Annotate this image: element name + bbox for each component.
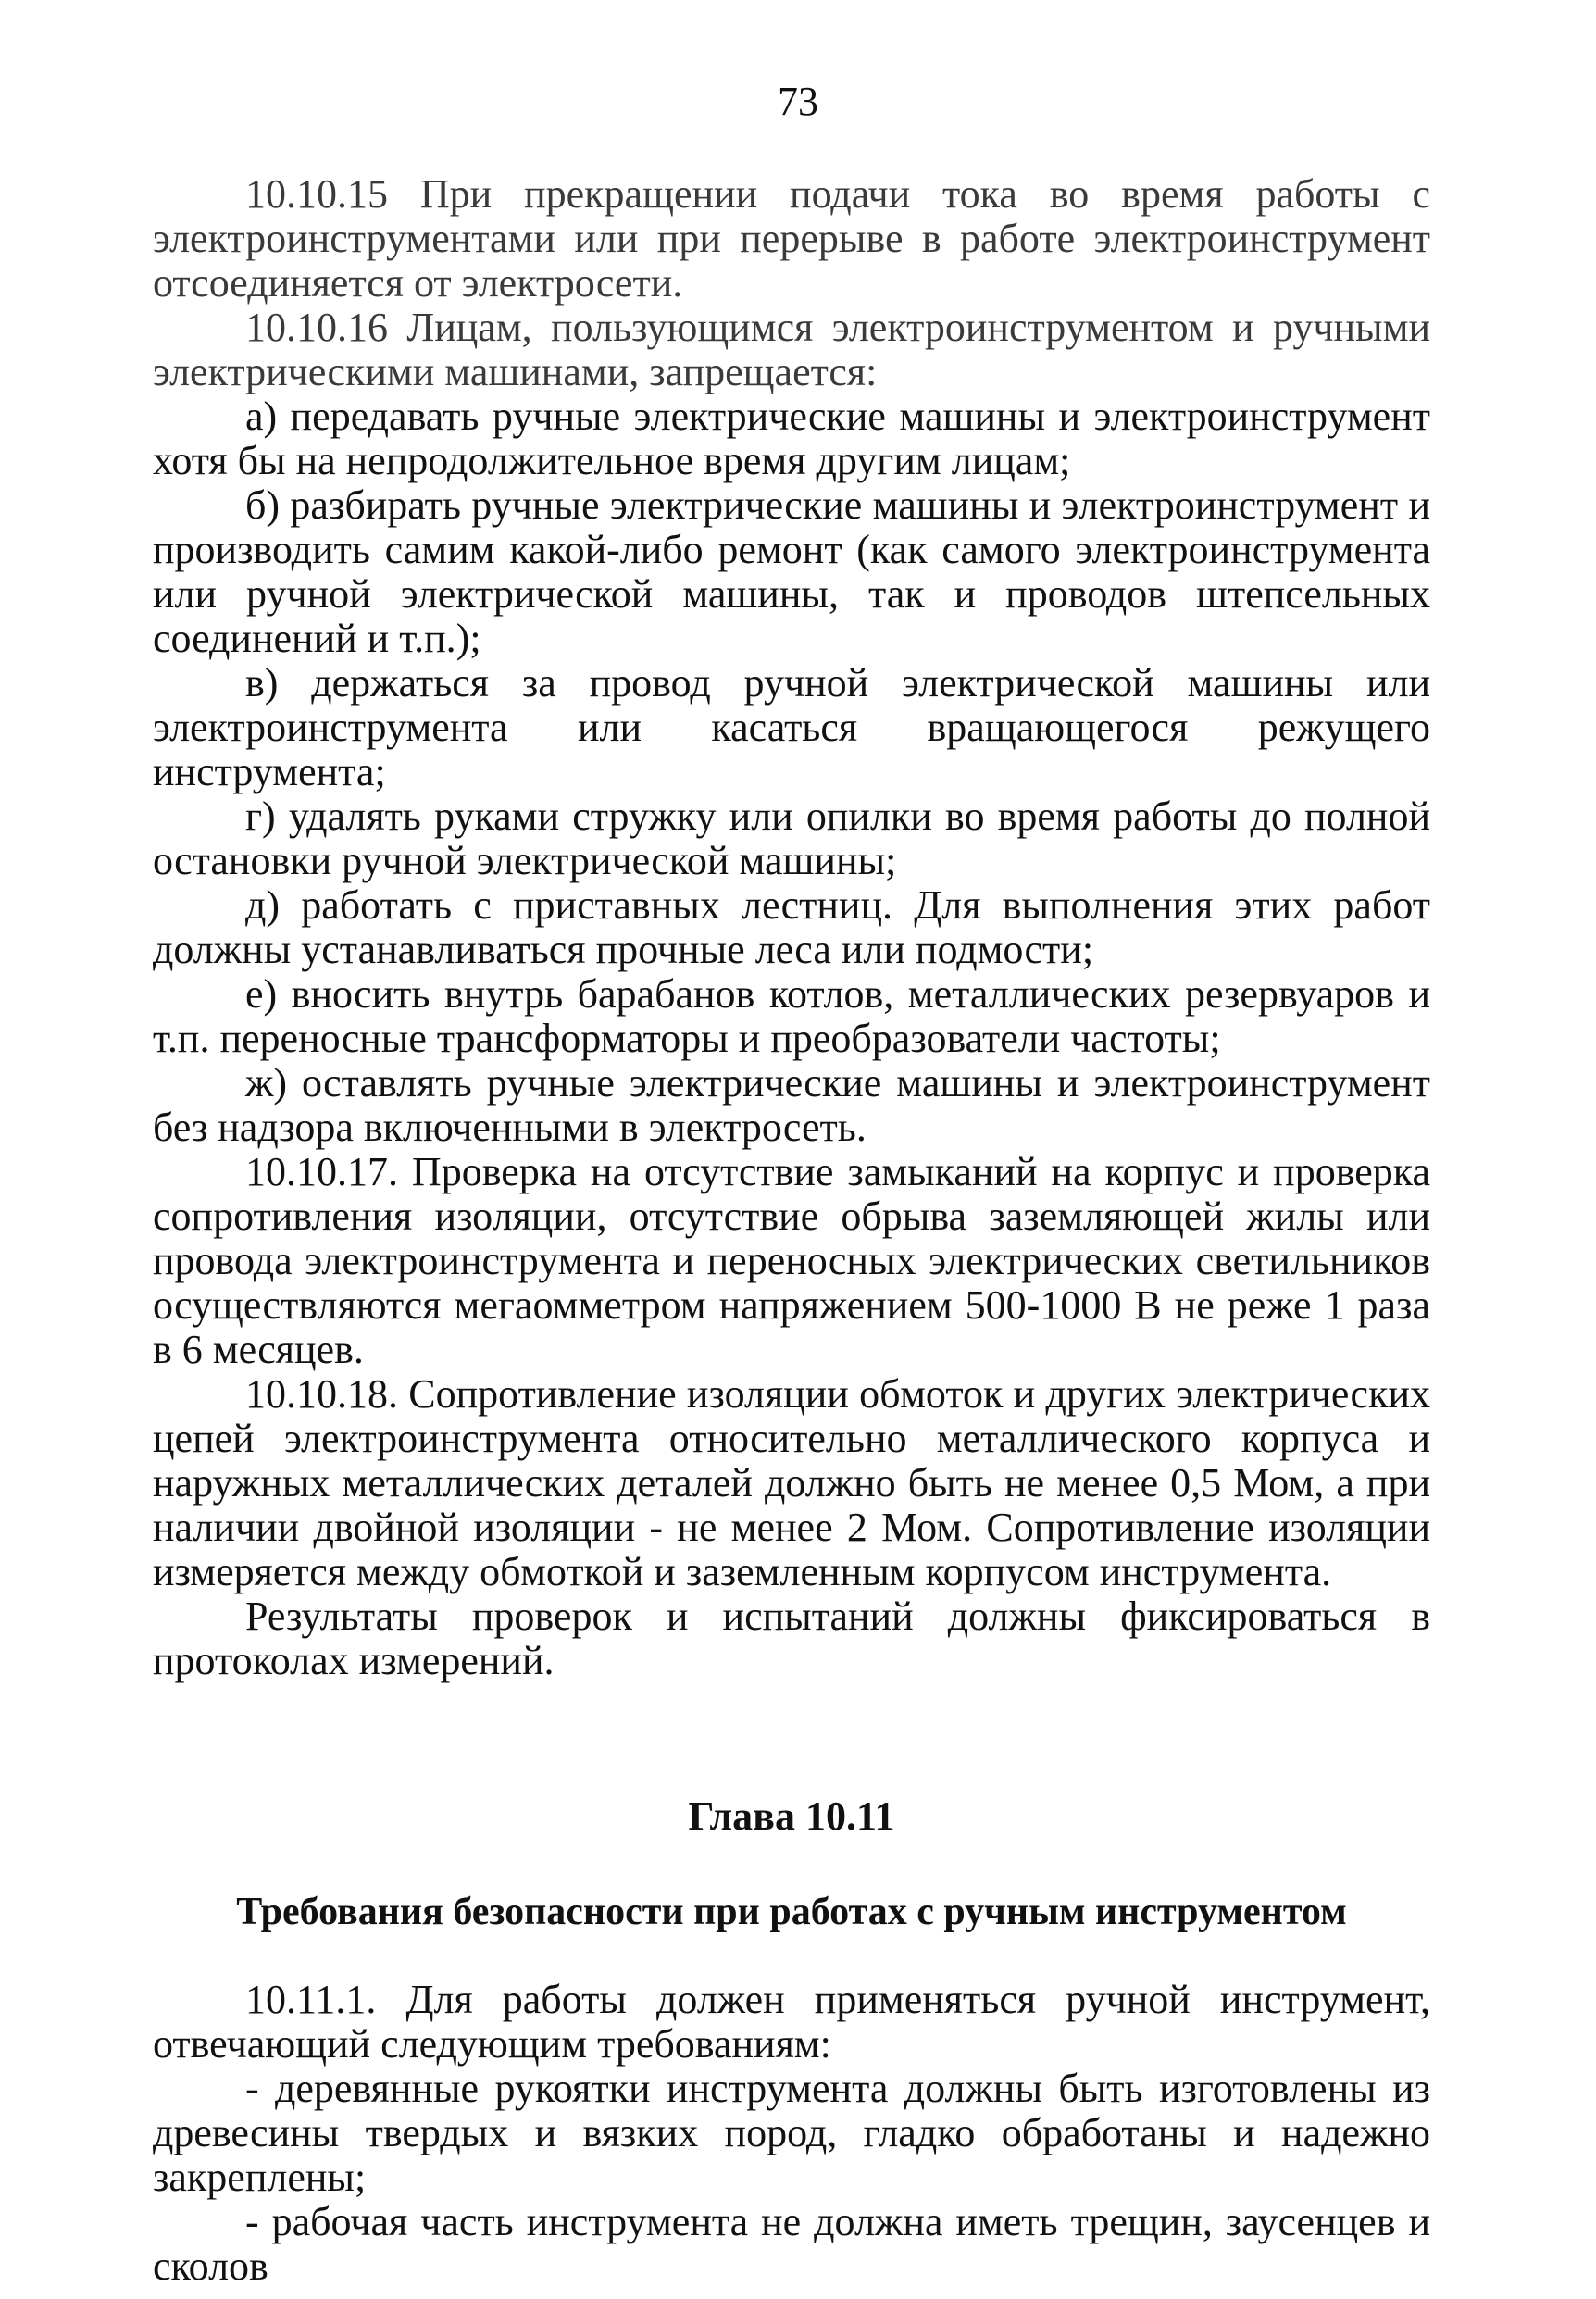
document-body xyxy=(153,172,1430,2289)
chapter-heading: Глава 10.11 xyxy=(688,1793,895,1839)
paragraph-10-10-18: 10.10.18. Сопротивление изоляции обмоток и других электрических цепей электроинструмента относительно металлического корпуса и наружных металлических деталей должно быть не менее 0,5 Мом, а при наличии двойной изоляции - не менее 2 Мом. Сопротивление изоляции измеряется между обмоткой и заземленным корпусом инструмента. xyxy=(153,1371,1430,1594)
page-number: 73 xyxy=(778,79,818,124)
paragraph-10-10-17: 10.10.17. Проверка на отсутствие замыканий на корпус и проверка сопротивления изоляции, отсутствие обрыва заземляющей жилы или провода электроинструмента и переносных электрических светильников осуществляются мегаомметром напряжением 500-1000 В не реже 1 раза в 6 месяцев. xyxy=(153,1149,1430,1372)
list-item-b: б) разбирать ручные электрические машины и электроинструмент и производить самим какой-либо ремонт (как самого электроинструмента или ручной электрической машины, так и проводов штепсельных соединений и т.п.); xyxy=(153,482,1430,661)
list-item-a: а) передавать ручные электрические машины и электроинструмент хотя бы на непродолжительное время другим лицам; xyxy=(153,394,1430,483)
list-item-zh: ж) оставлять ручные электрические машины и электроинструмент без надзора включенными в электросеть. xyxy=(153,1060,1430,1150)
list-item-d: д) работать с приставных лестниц. Для выполнения этих работ должны устанавливаться прочные леса или подмости; xyxy=(153,882,1430,972)
list-item-v: в) держаться за провод ручной электрической машины или электроинструмента или касаться вращающегося режущего инструмента; xyxy=(153,660,1430,794)
list-item-g: г) удалять руками стружку или опилки во время работы до полной остановки ручной электрической машины; xyxy=(153,793,1430,883)
list-item-working-part: - рабочая часть инструмента не должна иметь трещин, заусенцев и сколов xyxy=(153,2199,1430,2289)
list-item-handles: - деревянные рукоятки инструмента должны быть изготовлены из древесины твердых и вязких пород, гладко обработаны и надежно закреплены; xyxy=(153,2066,1430,2200)
paragraph-10-10-16: 10.10.16 Лицам, пользующимся электроинструментом и ручными электрическими машинами, запрещается: xyxy=(153,305,1430,394)
chapter-title: Требования безопасности при работах с ручным инструментом xyxy=(236,1891,1347,1933)
paragraph-results: Результаты проверок и испытаний должны фиксироваться в протоколах измерений. xyxy=(153,1593,1430,1683)
paragraph-10-11-1: 10.11.1. Для работы должен применяться ручной инструмент, отвечающий следующим требованиям: xyxy=(153,1977,1430,2067)
list-item-e: е) вносить внутрь барабанов котлов, металлических резервуаров и т.п. переносные трансформаторы и преобразователи частоты; xyxy=(153,971,1430,1061)
paragraph-10-10-15: 10.10.15 При прекращении подачи тока во время работы с электроинструментами или при перерыве в работе электроинструмент отсоединяется от электросети. xyxy=(153,171,1430,306)
